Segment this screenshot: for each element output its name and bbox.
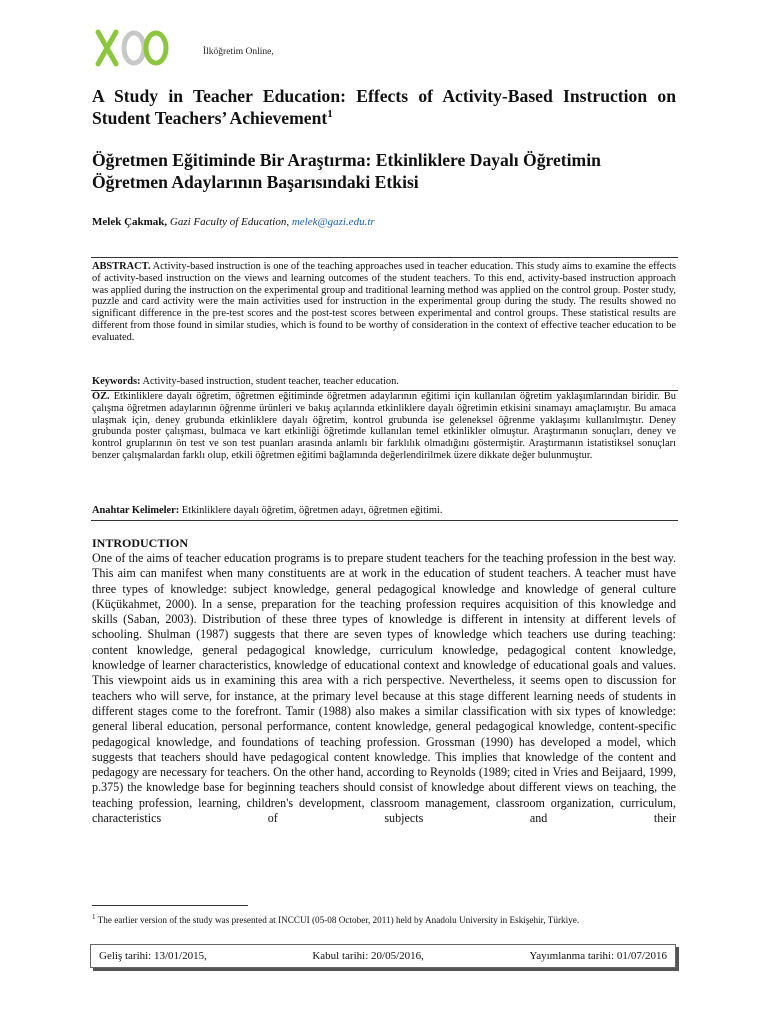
author-line: [92, 216, 375, 228]
author-email-link[interactable]: melek@gazi.edu.tr: [291, 216, 375, 228]
publication-dates-box: [90, 944, 676, 968]
accepted-date: Kabul tarihi: 20/05/2016,: [312, 950, 424, 962]
anahtar-kelimeler-text: Etkinliklere dayalı öğretim, öğretmen adayı, öğretmen eğitimi.: [181, 505, 443, 516]
introduction-heading: INTRODUCTION: [92, 536, 189, 550]
paper-title-english: [92, 86, 676, 129]
author-name: Melek Çakmak,: [92, 216, 168, 228]
footnote: [92, 911, 676, 927]
paper-title-turkish: Öğretmen Eğitiminde Bir Araştırma: Etkinliklere Dayalı Öğretimin Öğretmen Adaylarının Başarısındaki Etkisi: [92, 150, 601, 192]
abstract-paragraph: [92, 261, 676, 344]
keywords-label: Keywords:: [92, 376, 141, 387]
journal-name: İlköğretim Online,: [203, 47, 274, 57]
introduction-body: One of the aims of teacher education programs is to prepare student teachers for the teaching profession in the best way. This aim can manifest when many constituents are at work in the education of student teachers. A teacher must have three types of knowledge: subject knowledge, general pedagogical knowledge and knowledge of general culture (Küçükahmet, 2000). In a sense, preparation for the teaching profession requires acquisition of this knowledge and skills (Saban, 2003). Distribution of these three types of knowledge is different in intensity at different levels of schooling. Shulman (1987) suggests that there are seven types of knowledge which teachers use during teaching: content knowledge, general pedagogical knowledge, curriculum knowledge, pedagogical content knowledge, knowledge of learner characteristics, knowledge of educational context and knowledge of educational goals and values. This viewpoint aids us in examining this area with a rich perspective. Nevertheless, it seems open to discussion for teachers who will serve, for instance, at the primary level because at this stage different learning needs of students in different stages come to the forefront. Tamir (1988) also makes a similar classification with six types of knowledge: general liberal education, personal performance, content knowledge, general pedagogical knowledge, content-specific pedagogical knowledge, and foundations of teaching profession. Grossman (1990) has developed a model, which suggests that teachers should have pedagogical content knowledge. This implies that knowledge of the content and pedagogy are necessary for teachers. On the other hand, according to Reynolds (1989; cited in Vries and Beijaard, 1999, p.375) the knowledge base for beginning teachers should consist of knowledge about different views on teaching, the teaching profession, learning, children's development, classroom management, classroom organization, curriculum, characteristics of subjects and their: [92, 551, 676, 826]
published-date: Yayımlanma tarihi: 01/07/2016: [529, 950, 667, 962]
anahtar-kelimeler-line: [92, 505, 676, 517]
received-date: Geliş tarihi: 13/01/2015,: [99, 950, 207, 962]
keywords-line: [92, 376, 676, 388]
keywords-text: Activity-based instruction, student teacher, teacher education.: [142, 376, 399, 387]
title-english-text: A Study in Teacher Education: Effects of Activity-Based Instruction on Student Teachers’ Achievement: [92, 86, 676, 128]
title-footnote-mark[interactable]: 1: [327, 107, 333, 120]
footnote-text: The earlier version of the study was presented at INCCUI (05-08 October, 2011) held by Anadolu University in Eskişehir, Türkiye.: [97, 915, 580, 926]
abstract-text: Activity-based instruction is one of the teaching approaches used in teacher education. This study aims to examine the effects of activity-based instruction on the views and learning outcomes of the student teachers. To this end, activity-based instruction approach was applied during the instruction on the experimental group and traditional learning method was applied on the control group. Poster study, puzzle and card activity were the main activities used for instruction in the experimental group during the study. The results showed no significant difference in the pre-test scores and the post-test scores between experimental and control groups. These statistical results are different from those found in similar studies, which is found to be worthy of consideration in the context of effective teacher education to be evaluated.: [92, 261, 676, 343]
footnote-separator: [92, 905, 248, 906]
oz-label: ÖZ.: [92, 391, 110, 402]
footnote-mark: 1: [92, 913, 96, 921]
oz-text: Etkinliklere dayalı öğretim, öğretmen eğitiminde öğretmen adaylarının eğitimi için kullanılan öğretim yaklaşımlarından biridir. Bu çalışma öğretmen adaylarının öğrenme ürünleri ve bakış açılarında etkinliklere dayalı öğretimin etkisini sınamayı amaçlamıştır. Bu amaca ulaşmak için, deney grubunda etkinliklere dayalı öğretim, kontrol grubunda ise geleneksel öğrenme yaklaşımı kullanılmıştır. Deney grubunda poster çalışması, bulmaca ve kart etkinliği öğretimde kullanılan temel etkinlikler olmuştur. Araştırmanın sonuçları, deney ve kontrol gruplarının ön test ve son test puanları arasında anlamlı bir farklılık olmadığını göstermiştir. Araştırmanın istatistiksel sonuçları benzer çalışmalardan farklı olup, etkili öğretmen eğitimi bağlamında değerlendirilmek üzere dikkate değer bulunmuştur.: [92, 391, 676, 461]
abstract-label: ABSTRACT.: [92, 261, 151, 272]
anahtar-kelimeler-label: Anahtar Kelimeler:: [92, 505, 180, 516]
oz-paragraph: [92, 391, 676, 462]
author-affiliation: Gazi Faculty of Education,: [169, 216, 290, 228]
journal-logo: [94, 26, 172, 70]
